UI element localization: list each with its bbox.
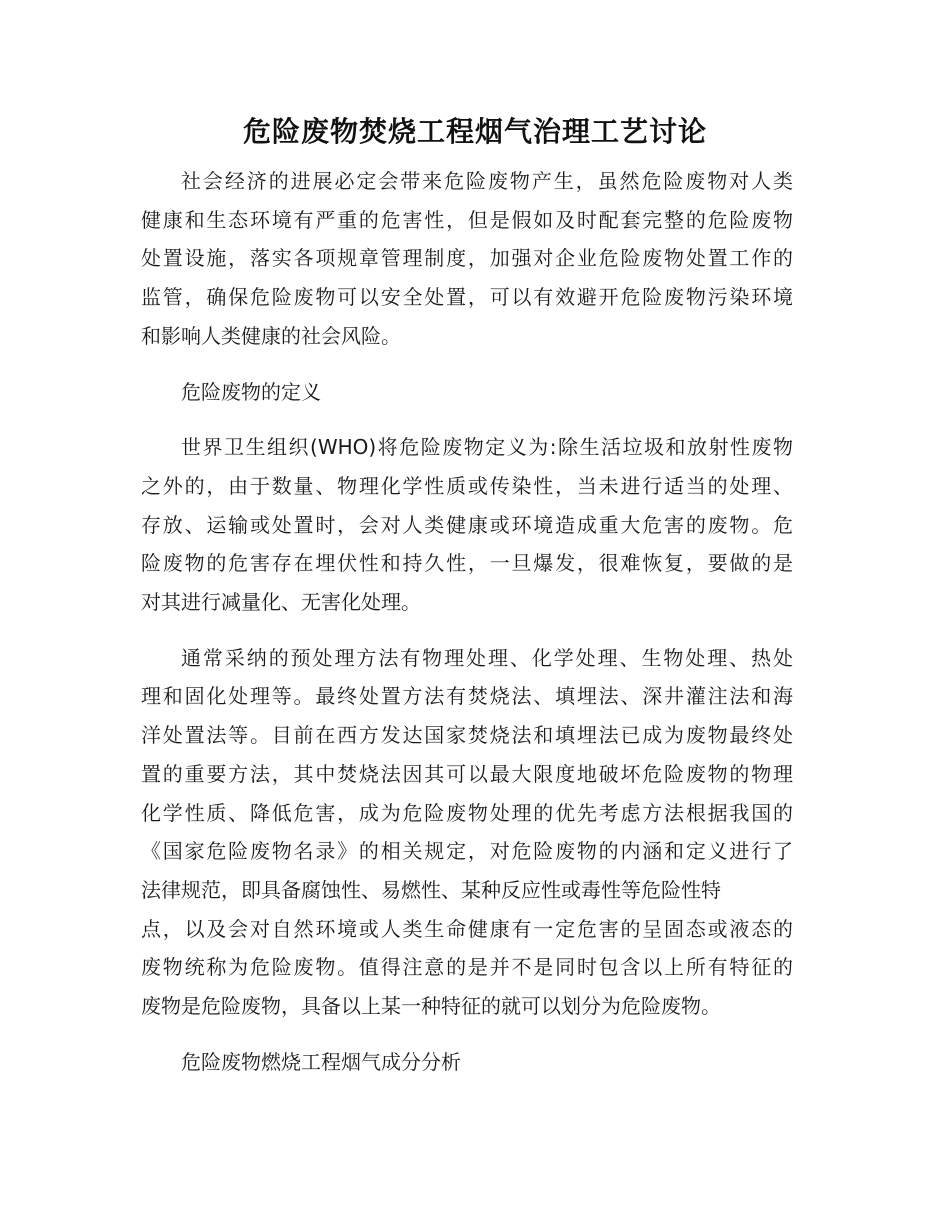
text-line: 存放、运输或处置时，会对人类健康或环境造成重大危害的废物。危 <box>141 512 793 537</box>
definition-paragraph <box>141 428 793 622</box>
section-heading-definition <box>141 373 793 412</box>
text-line: 《国家危险废物名录》的相关规定，对危险废物的内涵和定义进行了 <box>141 839 793 864</box>
document-title: 危险废物焚烧工程烟气治理工艺讨论 <box>242 115 707 148</box>
text-line: 废物统称为危险废物。值得注意的是并不是同时包含以上所有特征的 <box>141 955 793 980</box>
text-line: 理和固化处理等。最终处置方法有焚烧法、填埋法、深井灌注法和海 <box>141 684 793 709</box>
text-line: 废物是危险废物，具备以上某一种特征的就可以划分为危险废物。 <box>141 994 721 1019</box>
text-line: 置的重要方法，其中焚烧法因其可以最大限度地破坏危险废物的物理 <box>141 761 793 786</box>
text-line: 危险废物燃烧工程烟气成分分析 <box>181 1049 461 1074</box>
text-line: 和影响人类健康的社会风险。 <box>141 323 401 348</box>
text-line: 通常采纳的预处理方法有物理处理、化学处理、生物处理、热处 <box>181 645 793 670</box>
text-line: 点，以及会对自然环境或人类生命健康有一定危害的呈固态或液态的 <box>141 916 793 941</box>
section-heading-flue-gas <box>141 1043 793 1082</box>
text-line: 险废物的危害存在埋伏性和持久性，一旦爆发，很难恢复，要做的是 <box>141 551 793 576</box>
text-line: 处置设施，落实各项规章管理制度，加强对企业危险废物处置工作的 <box>141 246 793 271</box>
document-body <box>141 162 793 1098</box>
text-line: 对其进行减量化、无害化处理。 <box>141 590 421 615</box>
text-line: 监管，确保危险废物可以安全处置，可以有效避开危险废物污染环境 <box>141 285 793 310</box>
treatment-methods-paragraph <box>141 639 793 1026</box>
text-line: 世界卫生组织(WHO)将危险废物定义为:除生活垃圾和放射性废物 <box>181 435 793 460</box>
text-line: 化学性质、降低危害，成为危险废物处理的优先考虑方法根据我国的 <box>141 800 793 825</box>
text-line: 危险废物的定义 <box>181 379 321 404</box>
text-line: 之外的，由于数量、物理化学性质或传染性，当未进行适当的处理、 <box>141 473 793 498</box>
text-line: 健康和生态环境有严重的危害性，但是假如及时配套完整的危险废物 <box>141 207 793 232</box>
intro-paragraph <box>141 162 793 356</box>
text-line: 社会经济的进展必定会带来危险废物产生，虽然危险废物对人类 <box>181 169 793 193</box>
text-line: 法律规范，即具备腐蚀性、易燃性、某种反应性或毒性等危险性特 <box>141 877 721 902</box>
text-line: 洋处置法等。目前在西方发达国家焚烧法和填埋法已成为废物最终处 <box>141 723 793 748</box>
